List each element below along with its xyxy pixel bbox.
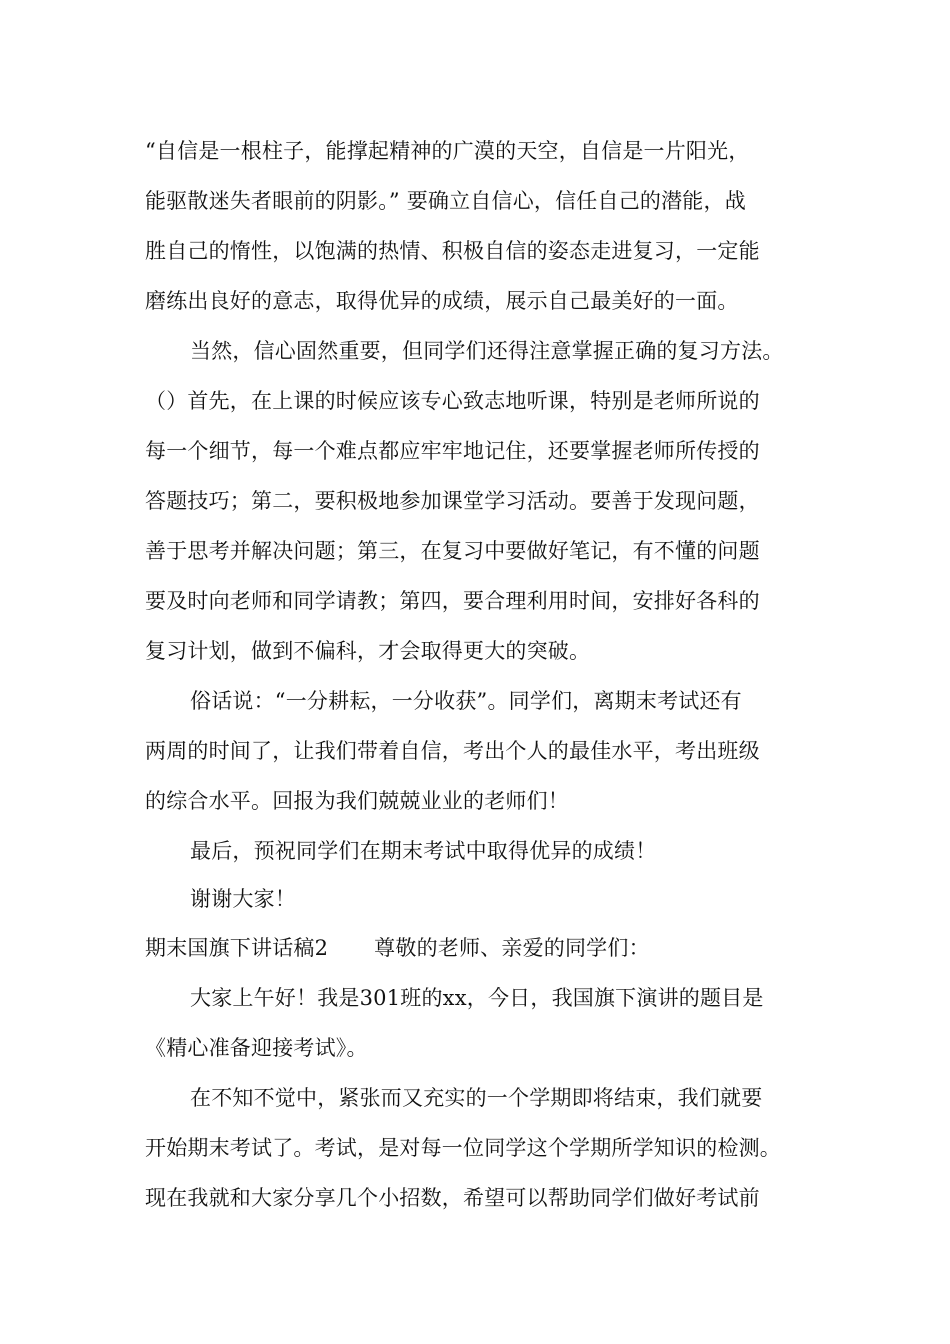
paragraph-line: 能驱散迷失者眼前的阴影。” 要确立自信心，信任自己的潜能，战 — [145, 189, 746, 213]
paragraph-line: 大家上午好！我是301班的xx，今日，我国旗下演讲的题目是 — [190, 986, 764, 1010]
salutation: 尊敬的老师、亲爱的同学们： — [374, 936, 650, 960]
paragraph-line: 两周的时间了，让我们带着自信，考出个人的最佳水平，考出班级 — [145, 739, 760, 763]
paragraph-line: 《精心准备迎接考试》。 — [145, 1036, 368, 1060]
section-heading: 期末国旗下讲话稿2 — [145, 936, 329, 960]
paragraph-line: 每一个细节，每一个难点都应牢牢地记住，还要掌握老师所传授的 — [145, 439, 760, 463]
paragraph-line: 复习计划，做到不偏科，才会取得更大的突破。 — [145, 639, 591, 663]
section-heading-line — [145, 934, 650, 962]
paragraph-line: 磨练出良好的意志，取得优异的成绩，展示自己最美好的一面。 — [145, 289, 739, 313]
paragraph-line: 最后，预祝同学们在期末考试中取得优异的成绩！ — [190, 839, 657, 863]
paragraph-line: 胜自己的惰性，以饱满的热情、积极自信的姿态走进复习，一定能 — [145, 239, 760, 263]
paragraph-line: 现在我就和大家分享几个小招数，希望可以帮助同学们做好考试前 — [145, 1186, 760, 1210]
paragraph-line: （）首先，在上课的时候应该专心致志地听课，特别是老师所说的 — [145, 389, 760, 413]
paragraph-line: 答题技巧；第二，要积极地参加课堂学习活动。要善于发现问题， — [145, 489, 760, 513]
paragraph-line: 当然，信心固然重要，但同学们还得注意掌握正确的复习方法。 — [190, 339, 784, 363]
paragraph-line: 善于思考并解决问题；第三，在复习中要做好笔记，有不懂的问题 — [145, 539, 760, 563]
paragraph-line: 在不知不觉中，紧张而又充实的一个学期即将结束，我们就要 — [190, 1086, 763, 1110]
paragraph-line: 要及时向老师和同学请教；第四，要合理利用时间，安排好各科的 — [145, 589, 760, 613]
paragraph-line: 开始期末考试了。考试，是对每一位同学这个学期所学知识的检测。 — [145, 1136, 781, 1160]
paragraph-line: 谢谢大家！ — [190, 887, 296, 911]
paragraph-line: 俗话说：“一分耕耘，一分收获”。同学们，离期末考试还有 — [190, 689, 742, 713]
paragraph-line: 的综合水平。回报为我们兢兢业业的老师们！ — [145, 789, 569, 813]
paragraph-line: “自信是一根柱子，能撑起精神的广漠的天空，自信是一片阳光， — [145, 139, 750, 163]
